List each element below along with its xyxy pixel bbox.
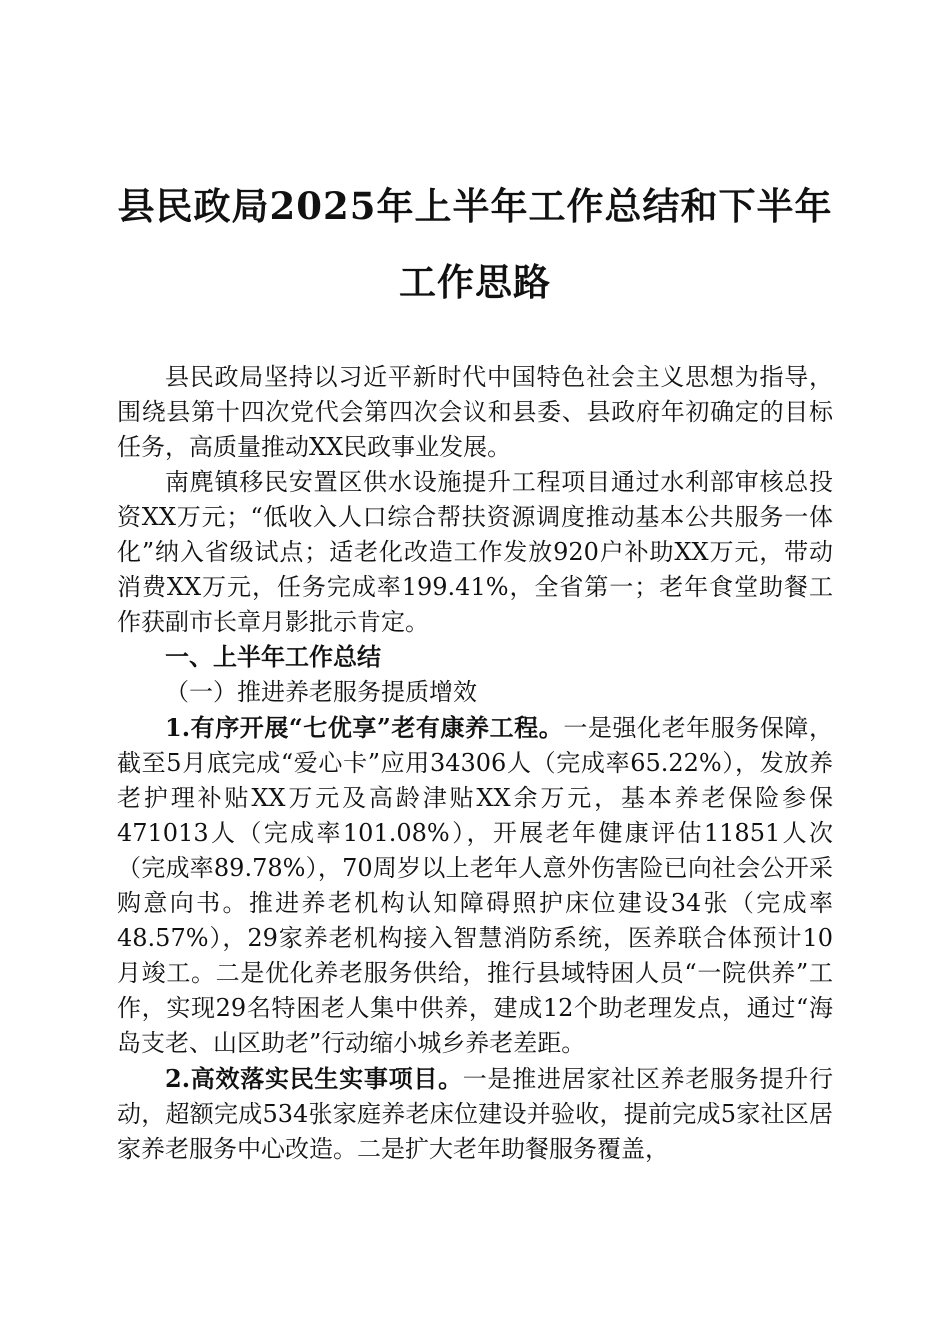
- document-title: 县民政局2025年上半年工作总结和下半年工作思路: [117, 184, 833, 304]
- item-2-text: 一是推进居家社区养老服务提升行动，超额完成534张家庭养老床位建设并验收，提前完成5家社区居家养老服务中心改造。二是扩大老年助餐服务覆盖，: [117, 1065, 833, 1163]
- section-heading-1: 一、上半年工作总结: [165, 643, 381, 671]
- item-1-text: 一是强化老年服务保障，截至5月底完成“爱心卡”应用34306人（完成率65.22%），发放养老护理补贴XX万元及高龄津贴XX余万元，基本养老保险参保471013人（完成率101.08%），开展老年健康评估11851人次（完成率89.78%），70周岁以上老年人意外伤害险已向社会公开采购意向书。推进养老机构认知障碍照护床位建设34张（完成率48.57%），29家养老机构接入智慧消防系统，医养联合体预计10月竣工。二是优化养老服务供给，推行县域特困人员“一院供养”工作，实现29名特困老人集中供养，建成12个助老理发点，通过“海岛支老、山区助老”行动缩小城乡养老差距。: [117, 714, 834, 1057]
- document-body: [117, 360, 833, 1167]
- intro-paragraph: 县民政局坚持以习近平新时代中国特色社会主义思想为指导，围绕县第十四次党代会第四次会议和县委、县政府年初确定的目标任务，高质量推动XX民政事业发展。: [117, 363, 833, 461]
- subsection-heading-1: （一）推进养老服务提质增效: [165, 678, 477, 706]
- highlights-paragraph: 南麂镇移民安置区供水设施提升工程项目通过水利部审核总投资XX万元；“低收入人口综合帮扶资源调度推动基本公共服务一体化”纳入省级试点；适老化改造工作发放920户补助XX万元，带动消费XX万元，任务完成率199.41%，全省第一；老年食堂助餐工作获副市长章月影批示肯定。: [117, 468, 833, 636]
- item-1-lead: 1.有序开展“七优享”老有康养工程。: [165, 713, 564, 742]
- item-1-paragraph: [117, 710, 833, 1061]
- item-2-lead: 2.高效落实民生实事项目。: [165, 1064, 463, 1093]
- item-2-paragraph: [117, 1061, 833, 1167]
